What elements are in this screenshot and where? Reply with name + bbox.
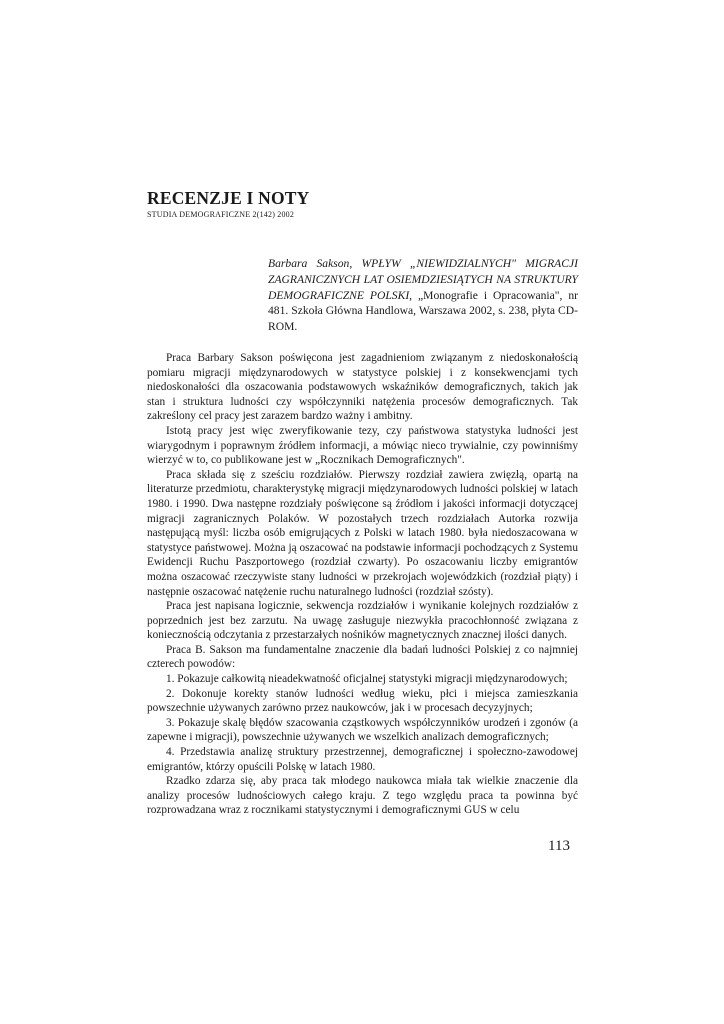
list-item: 3. Pokazuje skalę błędów szacowania cząstkowych współczynników urodzeń i zgonów (a zapewne i migracji), powszechnie używanych we wszelkich analizach demograficznych;	[147, 716, 578, 744]
book-citation	[268, 256, 578, 335]
paragraph: Praca składa się z sześciu rozdziałów. Pierwszy rozdział zawiera zwięzłą, opartą na literaturze przedmiotu, charakterystykę migracji międzynarodowych ludności polskiej w latach 1980. i 1990. Dwa następne rozdziały poświęcone są źródłom i jakości informacji dotyczącej migracji zagranicznych Polaków. W pozostałych trzech rozdziałach Autorka rozwija następującą myśl: liczba osób emigrujących z Polski w latach 1980. była niedoszacowana w statystyce państwowej. Można ją oszacować na podstawie informacji pochodzących z Systemu Ewidencji Ruchu Paszportowego (rozdział czwarty). Po oszacowaniu liczby emigrantów można oszacować rzeczywiste stany ludności w przekrojach wojewódzkich (rozdział piąty) i następnie oszacować natężenie ruchu naturalnego ludności (rozdział szósty).	[147, 468, 578, 598]
section-title: RECENZJE I NOTY	[147, 188, 310, 208]
list-item: 1. Pokazuje całkowitą nieadekwatność oficjalnej statystyki migracji międzynarodowych;	[166, 673, 568, 686]
paragraph: Praca B. Sakson ma fundamentalne znaczenie dla badań ludności Polskiej z co najmniej czterech powodów:	[147, 643, 578, 671]
page-number: 113	[548, 838, 570, 854]
review-body	[147, 351, 578, 818]
paragraph: Praca Barbary Sakson poświęcona jest zagadnieniom związanym z niedoskonałością pomiaru migracji międzynarodowych w statystyce polskiej i z konsekwencjami tych niedoskonałości dla oszacowania podstawowych wskaźników demograficznych, takich jak stan i struktura ludności czy współczynniki natężenia procesów demograficznych. Tak zakreślony cel pracy jest zarazem bardzo ważny i ambitny.	[147, 352, 578, 423]
citation-details: „Monografie i Opracowania", nr 481. Szkoła Główna Handlowa, Warszawa 2002, s. 238, płyta CD-ROM.	[268, 288, 578, 334]
paragraph: Istotą pracy jest więc zweryfikowanie tezy, czy państwowa statystyka ludności jest wiarygodnym i poprawnym źródłem informacji, a mówiąc nieco trywialnie, czy powinniśmy wierzyć w to, co publikowane jest w „Rocznikach Demograficznych".	[147, 424, 578, 467]
citation-title: WPŁYW „NIEWIDZIALNYCH" MIGRACJI ZAGRANICZNYCH LAT OSIEMDZIESIĄTYCH NA STRUKTURY DEMOGRAFICZNE POLSKI,	[268, 257, 578, 302]
citation-author: Barbara Sakson,	[268, 257, 353, 270]
paragraph: Praca jest napisana logicznie, sekwencja rozdziałów i wynikanie kolejnych rozdziałów z poprzednich jest bez zarzutu. Na uwagę zasługuje niezwykła pracochłonność związana z koniecznością odczytania z przestarzałych nośników magnetycznych znacznej ilości danych.	[147, 600, 578, 642]
paragraph: Rzadko zdarza się, aby praca tak młodego naukowca miała tak wielkie znaczenie dla analizy procesów ludnościowych całego kraju. Z tego względu praca ta powinna być rozprowadzana wraz z rocznikami statystycznymi i demograficznymi GUS w celu	[147, 775, 578, 817]
list-item: 2. Dokonuje korekty stanów ludności według wieku, płci i miejsca zamieszkania powszechnie używanych zarówno przez naukowców, jak i w procesach decyzyjnych;	[147, 687, 578, 715]
journal-reference: STUDIA DEMOGRAFICZNE 2(142) 2002	[147, 210, 295, 219]
list-item: 4. Przedstawia analizę struktury przestrzennej, demograficznej i społeczno-zawodowej emigrantów, którzy opuścili Polskę w latach 1980.	[147, 746, 578, 773]
